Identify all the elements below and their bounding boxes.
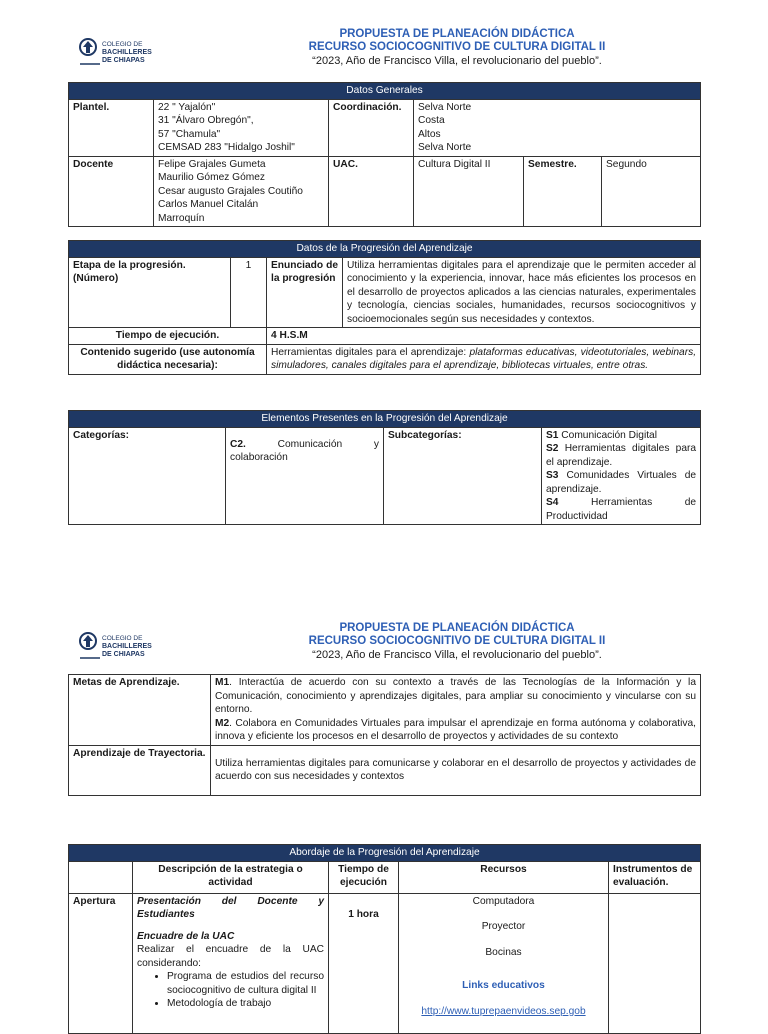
header-title: PROPUESTA DE PLANEACIÓN DIDÁCTICA [339, 28, 575, 40]
fase-apertura: Apertura [69, 893, 133, 1033]
semestre-value: Segundo [602, 156, 701, 227]
tiempo-apertura: 1 hora [329, 893, 399, 1033]
metas-table [68, 674, 701, 796]
links-title: Links educativos [462, 980, 545, 991]
etapa-value: 1 [231, 257, 267, 328]
subcategorias-list: S1 Comunicación Digital S2 Herramientas digitales para el aprendizaje. S3 Comunidades Virtuales de aprendizaje. S4 Herramientas de Productividad [542, 427, 701, 525]
trayectoria-label: Aprendizaje de Trayectoria. [69, 745, 211, 795]
svg-text:COLEGIO DE: COLEGIO DE [102, 635, 143, 642]
docente-values: Felipe Grajales Gumeta Maurilio Gómez Gómez Cesar augusto Grajales Coutiño Carlos Manuel Citalán Marroquín [154, 156, 329, 227]
trayectoria-value: Utiliza herramientas digitales para comunicarse y colaborar en el desarrollo de proyectos y actividades de acuerdo con sus necesidades y contextos [211, 745, 701, 795]
uac-value: Cultura Digital II [414, 156, 524, 227]
col-instrumentos: Instrumentos de evaluación. [609, 861, 701, 893]
col-descripcion: Descripción de la estrategia o actividad [133, 861, 329, 893]
semestre-label: Semestre. [524, 156, 602, 227]
svg-text:DE CHIAPAS: DE CHIAPAS [102, 57, 145, 64]
tiempo-value: 4 H.S.M [267, 328, 701, 345]
document-header [0, 28, 768, 70]
recurso-proyector: Proyector [481, 921, 526, 932]
abordaje-table [68, 844, 701, 1034]
page-2 [0, 622, 768, 1024]
svg-text:DE CHIAPAS: DE CHIAPAS [102, 651, 145, 658]
docente-label: Docente [69, 156, 154, 227]
bullet-metodologia: • Metodología de trabajo [167, 997, 324, 1011]
recurso-bocinas: Bocinas [485, 946, 522, 958]
subcategorias-label: Subcategorías: [384, 427, 542, 525]
page-1 [0, 28, 768, 528]
abordaje-title: Abordaje de la Progresión del Aprendizaje [69, 845, 701, 862]
presentacion-title: Presentación del Docente y Estudiantes [137, 895, 324, 920]
plantel-label: Plantel. [69, 99, 154, 156]
datos-generales-title: Datos Generales [69, 83, 701, 100]
svg-text:BACHILLERES: BACHILLERES [102, 49, 152, 56]
header-motto: “2023, Año de Francisco Villa, el revolucionario del pueblo”. [312, 649, 602, 661]
contenido-value: Herramientas digitales para el aprendizaje: plataformas educativas, videotutoriales, webinars, simuladores, canales digitales para el aprendizaje, bibliotecas virtuales, entre otras. [267, 344, 701, 374]
enunciado-label: Enunciado de la progresión [267, 257, 343, 328]
elementos-title: Elementos Presentes en la Progresión del Aprendizaje [69, 411, 701, 428]
etapa-label: Etapa de la progresión. (Número) [69, 257, 231, 328]
encuadre-text: Realizar el encuadre de la UAC considerando: [137, 944, 324, 969]
header-motto: “2023, Año de Francisco Villa, el revolucionario del pueblo”. [312, 55, 602, 67]
descripcion-cell [133, 893, 329, 1033]
metas-label: Metas de Aprendizaje. [69, 675, 211, 746]
datos-generales-table [68, 82, 701, 227]
cobach-logo [78, 628, 158, 662]
encuadre-title: Encuadre de la UAC [137, 930, 235, 942]
tiempo-label: Tiempo de ejecución. [69, 328, 267, 345]
instrumentos-cell [609, 893, 701, 1033]
uac-label: UAC. [329, 156, 414, 227]
header-text [160, 28, 754, 68]
metas-values: M1. Interactúa de acuerdo con su contexto a través de las Tecnologías de la Información y la Comunicación, conocimiento y aprendizajes digitales, para ampliar su conocimiento y vincularse con su entorno. M2. Colabora en Comunidades Virtuales para impulsar el aprendizaje en forma autónoma y colaborativa, innova y eficiente los procesos en el desarrollo de proyectos y actividades de su contexto [211, 675, 701, 746]
enunciado-value: Utiliza herramientas digitales para el aprendizaje que le permiten acceder al conocimiento y la experiencia, innovar, hace más eficientes los procesos en el desarrollo de proyectos aplicados a las ciencias naturales, experimentales y tecnología, ciencias sociales, humanidades, recursos sociocognitivos y socioemocionales según sus necesidades y contextos. [343, 257, 701, 328]
elementos-table [68, 410, 701, 525]
bullet-programa: • Programa de estudios del recurso sociocognitivo de cultura digital II [167, 970, 324, 997]
categorias-label: Categorías: [69, 427, 226, 525]
header-title: PROPUESTA DE PLANEACIÓN DIDÁCTICA [339, 622, 575, 634]
plantel-values: 22 " Yajalón" 31 "Álvaro Obregón", 57 "Chamula" CEMSAD 283 "Hidalgo Joshil" [154, 99, 329, 156]
categoria-value: C2. Comunicación y colaboración [226, 427, 384, 525]
header-text [160, 622, 754, 662]
recurso-computadora: Computadora [472, 895, 535, 907]
document-header-2 [0, 622, 768, 664]
cobach-logo [78, 34, 158, 68]
recursos-cell [399, 893, 609, 1033]
header-subtitle: RECURSO SOCIOCOGNITIVO DE CULTURA DIGITAL II [308, 41, 606, 53]
progresion-title: Datos de la Progresión del Aprendizaje [69, 241, 701, 258]
svg-text:BACHILLERES: BACHILLERES [102, 643, 152, 650]
coordinacion-label: Coordinación. [329, 99, 414, 156]
header-subtitle: RECURSO SOCIOCOGNITIVO DE CULTURA DIGITAL II [308, 635, 606, 647]
col-tiempo: Tiempo de ejecución [329, 861, 399, 893]
header-empty [69, 861, 133, 893]
col-recursos: Recursos [399, 861, 609, 893]
coordinacion-values: Selva Norte Costa Altos Selva Norte [414, 99, 701, 156]
svg-text:COLEGIO DE: COLEGIO DE [102, 41, 143, 48]
educational-link[interactable]: http://www.tuprepaenvideos.sep.gob [421, 1005, 586, 1017]
contenido-label: Contenido sugerido (use autonomía didáctica necesaria): [69, 344, 267, 374]
progresion-table [68, 240, 701, 375]
